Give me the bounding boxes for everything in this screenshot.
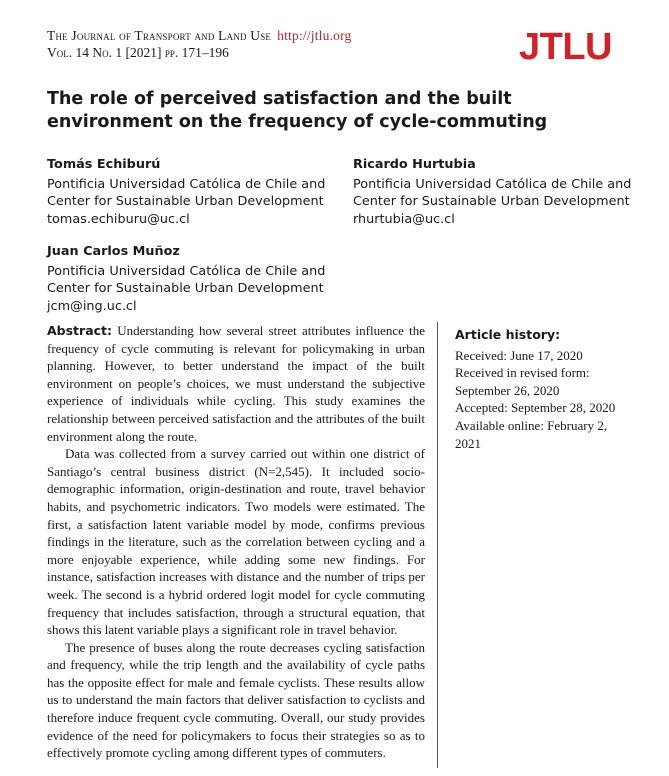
abstract-paragraph: Data was collected from a survey carried out within one district of Santiago’s central business district (N=2,545). It included socio-demographic information, origin-destination and route, travel behavior habits, and psychometric indicators. Two models were estimated. The first, a satisfaction latent variable model by mode, confirms previous findings in the literature, such as the correlation between cycling and a more enjoyable experience, while adding some new findings. For instance, satisfaction increases with distance and the number of trips per week. The second is a hybrid ordered logit model for cycle commuting frequency that includes satisfaction, through a structural equation, that shows this latent variable plays a significant role in travel behavior. bbox=[47, 446, 425, 638]
abstract-section bbox=[37, 322, 438, 768]
author-email[interactable]: tomas.echiburu@uc.cl bbox=[47, 211, 190, 227]
author-block-3 bbox=[47, 243, 325, 315]
author-block-1 bbox=[47, 156, 325, 228]
article-history-title: Article history: bbox=[455, 327, 561, 342]
volume-line: Vol. 14 No. 1 [2021] pp. 171–196 bbox=[47, 45, 229, 60]
author-block-2 bbox=[353, 156, 631, 228]
author-email[interactable]: jcm@ing.uc.cl bbox=[47, 298, 137, 314]
author-affiliation: Pontificia Universidad Católica de Chile and bbox=[47, 263, 326, 279]
author-name: Juan Carlos Muñoz bbox=[47, 244, 180, 259]
journal-name-text: The Journal of Transport and Land Use bbox=[47, 28, 272, 43]
online-date-year: 2021 bbox=[455, 435, 481, 451]
abstract-paragraph bbox=[47, 322, 425, 445]
author-affiliation: Center for Sustainable Urban Development bbox=[353, 194, 630, 209]
abstract-text: Understanding how several street attributes influence the frequency of cycle commuting is relevant for policymaking in urban planning. However, to better understand the impact of the built environment on people’s choices, we must understand the subjective experience of individuals while cycling. This study examines the relationship between perceived satisfaction and the attributes of the built environment along the route. bbox=[47, 323, 426, 444]
abstract-label: Abstract: bbox=[47, 323, 113, 338]
author-email[interactable]: rhurtubia@uc.cl bbox=[353, 211, 455, 227]
abstract-paragraph: The presence of buses along the route decreases cycling satisfaction and frequency, while the trip length and the availability of cycle paths has the opposite effect for male and female cyclists. These results allow us to understand the main factors that deliver satisfaction to cyclists and therefore induce frequent cycle commuting. Overall, our study provides evidence of the need for policymakers to focus their strategies so as to effectively promote cycling among different types of commuters. bbox=[47, 639, 425, 761]
online-date: Available online: February 2, bbox=[455, 417, 608, 433]
journal-name bbox=[47, 28, 352, 44]
author-affiliation: Center for Sustainable Urban Development bbox=[47, 194, 324, 209]
revised-label: Received in revised form: bbox=[455, 365, 590, 381]
abstract-body bbox=[37, 322, 437, 762]
article-history bbox=[455, 326, 635, 452]
journal-url-link[interactable]: http://jtlu.org bbox=[277, 28, 352, 43]
author-name: Tomás Echiburú bbox=[47, 157, 161, 172]
author-affiliation: Pontificia Universidad Católica de Chile and bbox=[353, 176, 632, 192]
jtlu-logo: JTLU bbox=[519, 26, 612, 68]
received-date: Received: June 17, 2020 bbox=[455, 347, 583, 363]
author-affiliation: Center for Sustainable Urban Development bbox=[47, 281, 324, 296]
author-affiliation: Pontificia Universidad Católica de Chile and bbox=[47, 176, 326, 192]
paper-title: The role of perceived satisfaction and the built environment on the frequency of cycle-commuting bbox=[47, 89, 548, 132]
accepted-date: Accepted: September 28, 2020 bbox=[455, 400, 616, 416]
author-name: Ricardo Hurtubia bbox=[353, 157, 476, 172]
revised-date: September 26, 2020 bbox=[455, 382, 560, 398]
